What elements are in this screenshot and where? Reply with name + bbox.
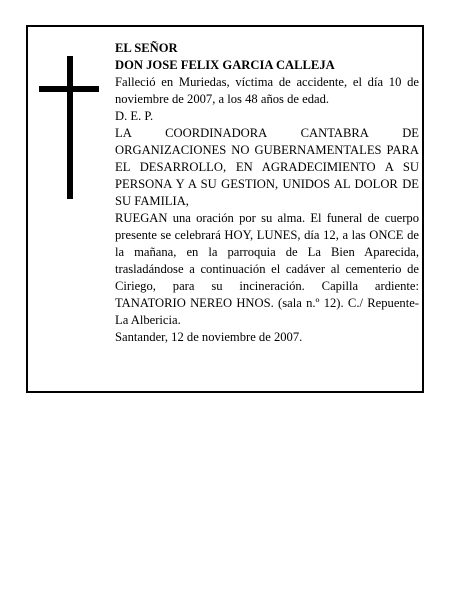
cross-horizontal-bar bbox=[39, 86, 99, 92]
place-and-date: Santander, 12 de noviembre de 2007. bbox=[115, 330, 303, 344]
deceased-name: DON JOSE FELIX GARCIA CALLEJA bbox=[115, 58, 335, 72]
obituary-heading: EL SEÑOR bbox=[115, 41, 178, 55]
death-details: Falleció en Muriedas, víctima de accidente, el día 10 de noviembre de 2007, a los 48 años de edad. bbox=[115, 75, 419, 106]
organization-statement: LA COORDINADORA CANTABRA DE ORGANIZACIONES NO GUBERNAMENTALES PARA EL DESARROLLO, EN AGRADECIMIENTO A SU PERSONA Y A SU GESTION, UNIDOS AL DOLOR DE SU FAMILIA, bbox=[115, 126, 419, 208]
funeral-request: RUEGAN una oración por su alma. El funeral de cuerpo presente se celebrará HOY, LUNES, día 12, a las ONCE de la mañana, en la parroquia de La Bien Aparecida, trasladándose a continuación el cadáver al cementerio de Ciriego, para su incineración. Capilla ardiente: TANATORIO NEREO HNOS. (sala n.º 12). C./ Repuente-La Albericia. bbox=[115, 211, 419, 327]
obituary-notice bbox=[26, 25, 424, 393]
rip-line: D. E. P. bbox=[115, 109, 154, 123]
cross-vertical-bar bbox=[67, 56, 73, 199]
obituary-text bbox=[115, 40, 419, 346]
